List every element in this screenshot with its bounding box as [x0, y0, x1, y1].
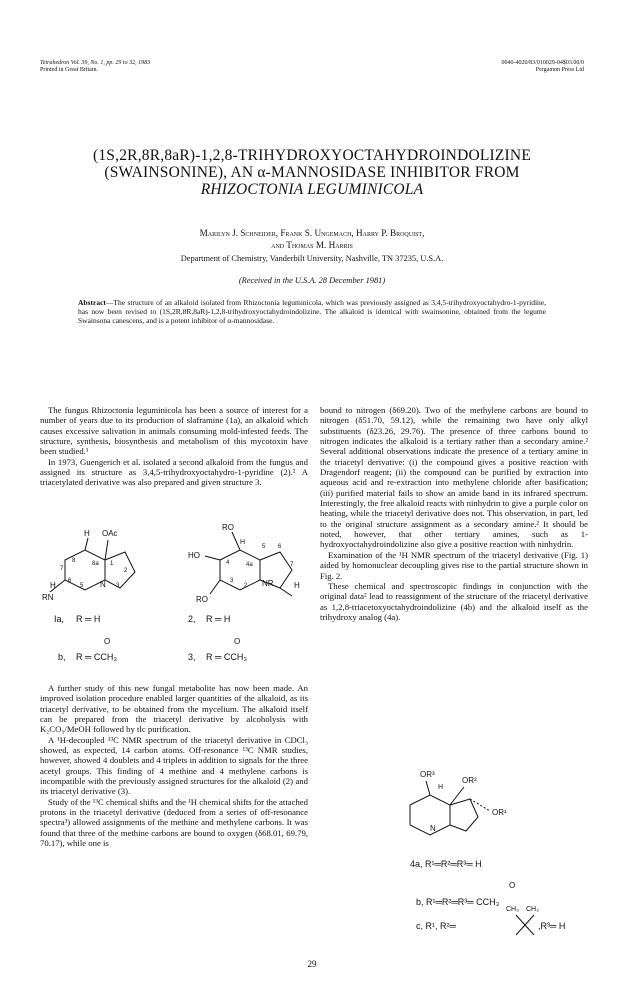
left-oac: OAc	[102, 529, 118, 538]
right-n4: 4	[226, 560, 230, 566]
label-3-r: R ═ CCH₃	[206, 652, 248, 662]
label-n: N	[430, 824, 436, 833]
label-1b-o: O	[104, 637, 111, 646]
publisher: Pergamon Press Ltd	[535, 67, 584, 73]
right-paragraph-1: bound to nitrogen (δ69.20). Two of the methylene carbons are bound to nitrogen (δ51.70, 59.12), while the remaining two have only alkyl substituents (δ23.26, 29.76). The presence of three carbons bound to nitrogen indicates the alkaloid is a tertiary rather than a secondary amine.² Several additional observations indicate the presence of a tertiary amine in the triacetyl derivative: (i) the compound gives a positive reaction with Dragendorf reagent; (ii) the compound can be purified by extraction into aqueous acid and re-extraction into methylene chloride after basification; (iii) purified material fails to show an amide band in its infrared spectrum. Interestingly, the free alkaloid reacts with ninhydrin to give a purple color on heating, while the triacetyl derivative does not. This observation, in part, led to the original structure assignment as a secondary amine.² It should be noted, however, that other tertiary amines, such as 1-hydroxyoctahydroindolizine also give a positive reaction with ninhydrin.	[320, 405, 588, 550]
authors	[60, 227, 564, 251]
label-1a: Ia,	[54, 614, 65, 624]
left-h: H	[84, 529, 90, 538]
left-n6: 6	[68, 578, 72, 584]
structure-figure-1-3	[40, 520, 320, 680]
right-ro2: RO	[196, 595, 208, 604]
authors-line-1: Marilyn J. Schneider, Frank S. Ungemach, Harry P. Broquist,	[199, 228, 425, 238]
left-n5: 5	[80, 583, 84, 589]
article-code: 0040-4020/83/010029-04$03.00/0	[501, 60, 584, 66]
right-n4a: 4a	[246, 562, 253, 568]
label-1b-r: R ═ CCH₃	[76, 652, 118, 662]
label-4c-ch3-b: CH₃	[526, 906, 539, 913]
left-column-lower	[40, 683, 308, 849]
or2-bond	[450, 787, 464, 805]
header-right	[364, 60, 584, 74]
left-n8a: 8a	[92, 561, 99, 567]
label-2: 2,	[188, 614, 196, 624]
abstract	[78, 298, 546, 326]
ring-five-left	[105, 552, 135, 588]
abstract-text: —The structure of an alkaloid isolated from Rhizoctonia leguminicola, which was previously assigned as 3,4,5-trihydroxyoctahydro-1-pyridine, has now been revised to (1S,2R,8R,8aR)-1,2,8-trihydroxyoctahydroindolizine. The alkaloid is identical with swainsonine, obtained from the legume Swainsona canescens, and is a potent inhibitor of α-mannosidase.	[78, 298, 546, 326]
label-or2: OR²	[462, 776, 477, 785]
label-or1: OR¹	[492, 808, 507, 817]
label-4b: b, R¹═R²═R³═ CCH₃	[416, 897, 500, 907]
h2-bond	[280, 588, 292, 596]
label-1a-r: R ═ H	[76, 614, 101, 624]
page-number: 29	[307, 959, 317, 969]
title-line-3: RHIZOCTONIA LEGUMINICOLA	[200, 181, 424, 198]
right-nr: NR	[262, 579, 274, 588]
label-2-r: R ═ H	[206, 614, 231, 624]
oac-bond	[105, 540, 108, 560]
left-n8: 8	[72, 558, 76, 564]
ro2-bond	[210, 580, 220, 594]
left-ring-n: N	[100, 580, 106, 589]
right-paragraph-3: These chemical and spectroscopic findings in conjunction with the original data² lead to reassignment of the structure of the triacetyl derivative as 1,2,8-triacetoxyoctahydroindolizine (4b) and the alkaloid itself as the trihydroxy analog (4a).	[320, 580, 588, 622]
right-n3: 3	[230, 578, 234, 584]
left-column-upper	[40, 405, 308, 488]
title-line-2: (SWAINSONINE), AN α-MANNOSIDASE INHIBITOR FROM	[104, 164, 520, 181]
label-4a: 4a, R¹═R²═R³═ H	[410, 859, 482, 869]
ring-six-right	[220, 550, 260, 590]
label-4c: c, R¹, R²═	[416, 921, 456, 931]
or3-bond	[426, 781, 430, 795]
right-n5: 5	[262, 544, 266, 550]
ro-bond	[232, 532, 240, 550]
label-3: 3,	[188, 652, 196, 662]
right-n2: 2	[244, 583, 248, 589]
right-ro: RO	[222, 523, 234, 532]
left-n7: 7	[60, 566, 64, 572]
right-h1: H	[240, 539, 246, 546]
left-paragraph-1: The fungus Rhizoctonia leguminicola has been a source of interest for a number of years due to its production of slaframine (1a), an alkaloid which causes excessive salivation in animals consuming mold-infested feeds. The structure, synthesis, biosynthesis and metabolism of this mycotoxin have been studied.¹	[40, 405, 308, 457]
right-h2: H	[294, 581, 300, 590]
journal-citation: Tetrahedron Vol. 39, No. 1, pp. 29 to 32, 1983	[40, 60, 151, 66]
left-n1: 1	[110, 561, 114, 567]
right-ho: HO	[188, 551, 200, 560]
label-or3: OR³	[420, 770, 435, 779]
left-rn: RN	[42, 593, 54, 602]
authors-line-2: and Thomas M. Harris	[271, 240, 353, 250]
left-n3: 3	[116, 583, 120, 589]
right-n7: 7	[290, 562, 294, 568]
received-date: (Received in the U.S.A. 28 December 1981)	[238, 276, 386, 285]
ring-six-left	[65, 550, 105, 590]
label-1b: b,	[58, 652, 66, 662]
left-paragraph-3: A further study of this new fungal metabolite has now been made. An improved isolation procedure enabled larger quantities of the alkaloid, as its triacetyl derivative, to be obtained from the mycelium. The alkaloid itself can be prepared from the triacetyl derivative by alcoholysis with K₂CO₃/MeOH followed by tlc purification.	[40, 683, 308, 735]
label-3-o: O	[234, 637, 241, 646]
label-h: H	[438, 784, 444, 791]
ring-five-4	[450, 799, 478, 831]
ho-bond	[205, 556, 220, 560]
left-n2: 2	[124, 568, 128, 574]
structure-figure-4	[320, 765, 588, 950]
left-h2: H	[50, 581, 56, 590]
right-paragraph-2: Examination of the ¹H NMR spectrum of the triacetyl derivative (Fig. 1) aided by homonuclear decoupling gives rise to the partial structure shown in Fig. 2.	[320, 549, 588, 581]
label-4c-ch3-a: CH₃	[506, 906, 519, 913]
right-column	[320, 405, 588, 622]
article-title	[40, 147, 584, 198]
label-4c-r3: ,R³═ H	[538, 921, 566, 931]
right-n6: 6	[278, 544, 282, 550]
left-paragraph-2: In 1973, Guengerich et al. isolated a second alkaloid from the fungus and assigned its structure as 3,4,5-trihydroxyoctahydro-1-pyridine (2).² A triacetylated derivative was also prepared and given structure 3.	[40, 456, 308, 488]
h-bond	[85, 538, 88, 550]
abstract-label: Abstract	[78, 298, 106, 307]
printed-note: Printed in Great Britain.	[40, 67, 98, 73]
label-4b-o: O	[509, 881, 516, 890]
left-paragraph-5: Study of the ¹³C chemical shifts and the ¹H chemical shifts for the attached protons in the triacetyl derivative (deduced from a series of off-resonance spectra³) allowed assignments of the methine and methylene carbons. It was found that three of the methine carbons are bound to oxygen (δ68.01, 69.79, 70.17), while one is	[40, 796, 308, 849]
affiliation: Department of Chemistry, Vanderbilt University, Nashville, TN 37235, U.S.A.	[180, 254, 444, 263]
title-line-1: (1S,2R,8R,8aR)-1,2,8-TRIHYDROXYOCTAHYDROINDOLIZINE	[93, 147, 531, 164]
left-paragraph-4: A ¹H-decoupled ¹³C NMR spectrum of the triacetyl derivative in CDCl₃ showed, as expected, 14 carbon atoms. Off-resonance ¹³C NMR studies, however, showed 4 doublets and 4 triplets in addition to signals for the three acetyl groups. This finding of 4 methine and 4 methylene carbons is incompatible with the previously assigned structures for the alkaloid (2) and its triacetyl derivative (3).	[40, 734, 308, 797]
